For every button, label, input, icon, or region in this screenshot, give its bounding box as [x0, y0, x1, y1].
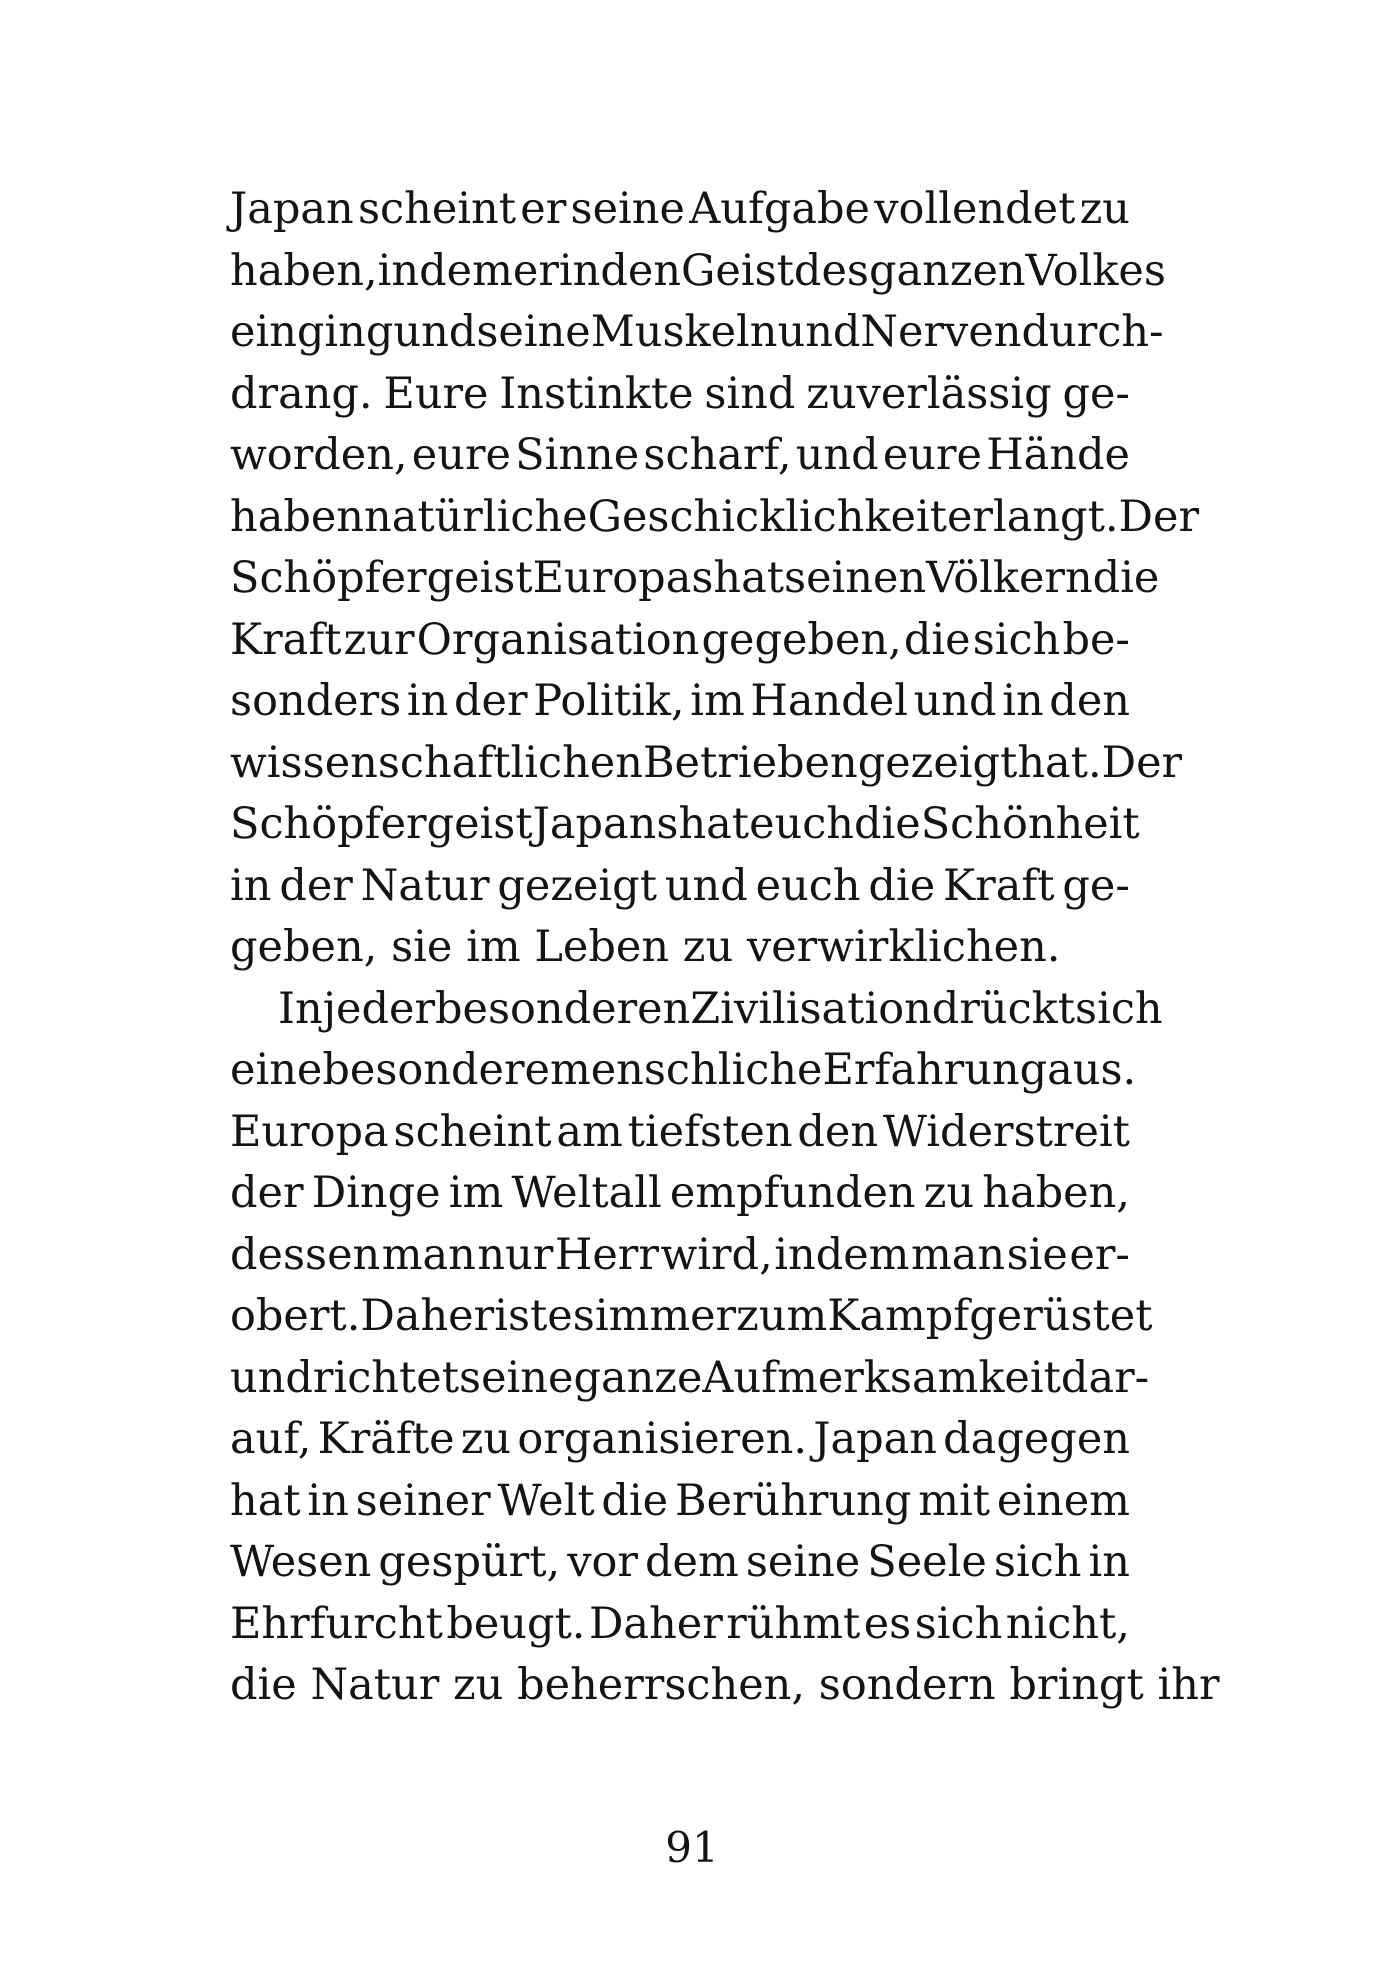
body-text: [230, 184, 1220, 1722]
word: vollendet: [874, 184, 1076, 234]
word: eure: [882, 430, 982, 480]
word: in: [307, 1475, 349, 1526]
text-line: [230, 491, 1199, 554]
word: der: [279, 860, 353, 911]
word: indem: [377, 245, 513, 296]
word: besonderen: [435, 983, 691, 1034]
word: gerüstet: [969, 1291, 1153, 1341]
text-line: [230, 1476, 1130, 1538]
word: Sinne: [515, 430, 640, 480]
word: ge-: [1062, 860, 1130, 911]
word: mit: [918, 1475, 991, 1526]
text-line: [230, 1168, 1130, 1230]
word: die: [1092, 553, 1160, 603]
word: im: [466, 922, 521, 972]
word: Organisation: [416, 614, 700, 665]
word: Aufmerksamkeit: [702, 1352, 1061, 1403]
text-line: [230, 553, 1160, 615]
word: ganze: [573, 1352, 703, 1403]
word: besondere: [322, 1045, 550, 1095]
word: Schöpfergeist: [230, 553, 533, 603]
word: indem: [774, 1229, 910, 1280]
word: sich: [972, 614, 1061, 665]
word: drang.: [230, 368, 373, 419]
word: immer: [594, 1291, 737, 1341]
word: den: [1049, 676, 1130, 726]
word: sie: [391, 922, 453, 972]
word: Hände: [986, 430, 1130, 480]
word: Welt: [497, 1475, 595, 1526]
word: euch: [755, 860, 861, 911]
word: den: [600, 245, 682, 296]
word: hat: [678, 799, 750, 849]
word: Japan: [813, 1414, 937, 1464]
word: des: [793, 245, 869, 296]
word: Politik,: [533, 676, 685, 726]
word: Erfahrung: [822, 1045, 1048, 1095]
text-line: [230, 1291, 1153, 1353]
word: im: [448, 1168, 504, 1218]
word: er: [512, 245, 559, 296]
word: sich: [993, 1537, 1082, 1587]
word: vor: [567, 1537, 638, 1587]
word: einem: [996, 1475, 1130, 1526]
word: Ehrfurcht: [230, 1598, 443, 1649]
word: nur: [477, 1229, 554, 1280]
text-line: [230, 1045, 1137, 1107]
word: Japan: [230, 184, 354, 234]
word: scheint: [393, 1106, 552, 1157]
word: Zivilisation: [690, 983, 932, 1034]
word: verwirklichen.: [746, 922, 1061, 972]
word: ganzen: [868, 245, 1026, 296]
text-line: [230, 983, 1163, 1046]
word: zu: [453, 1660, 504, 1710]
text-line: [230, 1660, 1220, 1722]
word: Aufgabe: [689, 184, 871, 234]
word: obert.: [230, 1291, 361, 1341]
word: hat: [230, 1475, 301, 1526]
text-line: [230, 184, 1130, 246]
word: und: [664, 860, 748, 911]
text-line: [230, 1107, 1130, 1169]
word: ihr: [1157, 1660, 1220, 1710]
word: der: [230, 1168, 304, 1218]
word: Völkern: [926, 553, 1093, 603]
word: Muskeln: [590, 307, 778, 357]
word: einging: [230, 307, 394, 357]
word: Kraft: [943, 860, 1055, 911]
word: die: [903, 614, 971, 665]
word: in: [1088, 1537, 1130, 1587]
word: Weltall: [511, 1168, 662, 1218]
word: der: [454, 676, 528, 726]
word: man: [381, 1229, 476, 1280]
word: haben: [230, 491, 364, 542]
word: natürliche: [364, 491, 588, 542]
word: zum: [736, 1291, 828, 1341]
word: und: [230, 1352, 313, 1403]
word: Berührung: [674, 1475, 912, 1526]
word: Daher: [360, 1291, 495, 1341]
word: Geschicklichkeit: [587, 491, 947, 542]
word: bringt: [1009, 1660, 1144, 1710]
text-line: [230, 737, 1183, 800]
word: den: [797, 1106, 879, 1157]
word: Kampf: [827, 1291, 970, 1341]
word: tiefsten: [627, 1106, 793, 1157]
word: zu: [460, 1414, 512, 1464]
word: haben,: [230, 245, 378, 296]
word: rühmt: [726, 1598, 861, 1649]
text-line: [230, 799, 1140, 861]
text-line: [230, 1352, 1150, 1415]
word: ist: [494, 1291, 548, 1341]
text-line: [230, 369, 1130, 431]
word: sich: [1075, 983, 1163, 1034]
word: durch-: [1021, 307, 1164, 357]
word: Natur: [360, 860, 490, 911]
word: eure: [411, 430, 511, 480]
word: organisieren.: [517, 1414, 808, 1464]
word: sonders: [230, 676, 402, 726]
word: Seele: [867, 1537, 987, 1587]
word: Nerven: [860, 307, 1022, 357]
word: er-: [1069, 1229, 1130, 1280]
word: Kraft: [230, 614, 342, 665]
word: wird,: [660, 1229, 773, 1280]
word: Volkes: [1025, 245, 1166, 296]
word: aus.: [1047, 1045, 1137, 1095]
word: Japans: [532, 799, 679, 849]
word: er: [520, 184, 567, 234]
word: scheint: [357, 184, 517, 234]
word: Schöpfergeist: [230, 799, 533, 849]
word: zu: [682, 922, 734, 972]
word: gezeigt: [857, 737, 1018, 788]
text-line: [230, 861, 1130, 923]
word: geben,: [230, 922, 378, 972]
text-line: [230, 676, 1130, 738]
word: am: [556, 1106, 623, 1157]
word: drückt: [931, 983, 1075, 1034]
text-line: [230, 922, 1130, 984]
word: dagegen: [943, 1414, 1130, 1464]
text-line: [230, 615, 1130, 677]
word: jeder: [322, 983, 435, 1034]
word: euch: [749, 799, 854, 849]
word: Kräfte: [317, 1414, 455, 1464]
text-line: [230, 307, 1164, 369]
word: gespürt,: [378, 1537, 561, 1587]
word: erlangt.: [946, 491, 1119, 542]
word: worden,: [230, 430, 408, 480]
word: hat: [713, 553, 785, 603]
word: ge-: [1062, 368, 1130, 419]
word: Der: [1101, 737, 1183, 788]
word: gegeben,: [701, 614, 902, 665]
word: Schönheit: [920, 799, 1140, 849]
word: richtet: [312, 1352, 460, 1403]
word: im: [690, 676, 745, 726]
word: In: [278, 983, 323, 1034]
word: sind: [704, 368, 796, 419]
page-number: 91: [665, 1823, 719, 1872]
word: in: [558, 245, 601, 296]
word: Herr: [554, 1229, 659, 1280]
word: seine: [476, 307, 591, 357]
word: menschliche: [549, 1045, 823, 1095]
word: Dinge: [311, 1168, 441, 1218]
word: Europas: [532, 553, 714, 603]
word: dem: [645, 1537, 739, 1587]
word: es: [547, 1291, 595, 1341]
word: gezeigt: [497, 860, 657, 911]
word: seine: [459, 1352, 574, 1403]
word: dessen: [230, 1229, 381, 1280]
word: und: [393, 307, 477, 357]
word: zuverlässig: [806, 368, 1052, 419]
word: und: [777, 307, 861, 357]
word: Leben: [534, 922, 670, 972]
word: zu: [923, 1168, 975, 1218]
word: Eure: [383, 368, 489, 419]
word: es: [863, 1598, 912, 1649]
word: seine: [745, 1537, 861, 1587]
word: Widerstreit: [882, 1106, 1130, 1157]
word: hat.: [1017, 737, 1102, 788]
word: Natur: [310, 1660, 440, 1710]
text-line: [230, 245, 1166, 308]
word: die: [601, 1475, 669, 1526]
word: eine: [230, 1045, 323, 1095]
word: beherrschen,: [517, 1660, 806, 1710]
word: man: [910, 1229, 1006, 1280]
word: zu: [1079, 184, 1130, 234]
word: in: [1002, 676, 1044, 726]
word: sie: [1006, 1229, 1068, 1280]
word: Der: [1118, 491, 1199, 542]
word: sich: [914, 1598, 1003, 1649]
word: scharf,: [643, 430, 792, 480]
word: auf,: [230, 1414, 312, 1464]
text-line: [230, 1599, 1130, 1661]
word: seine: [570, 184, 685, 234]
word: Handel: [750, 676, 908, 726]
text-line: [230, 1537, 1130, 1599]
text-line: [230, 1230, 1130, 1292]
word: zur: [343, 614, 415, 665]
word: seiner: [355, 1475, 491, 1526]
word: die: [868, 860, 936, 911]
word: empfunden: [669, 1168, 916, 1218]
word: Instinkte: [499, 368, 694, 419]
text-line: [230, 1414, 1130, 1476]
word: nicht,: [1005, 1598, 1130, 1649]
word: und: [913, 676, 997, 726]
word: Daher: [588, 1598, 723, 1649]
word: haben,: [982, 1168, 1130, 1218]
word: wissenschaftlichen: [230, 737, 643, 788]
word: die: [853, 799, 921, 849]
text-line: [230, 430, 1130, 492]
word: beugt.: [446, 1598, 586, 1649]
word: in: [230, 860, 272, 911]
word: Betrieben: [642, 737, 858, 788]
word: Geist: [681, 245, 794, 296]
word: sondern: [818, 1660, 996, 1710]
word: Europa: [230, 1106, 389, 1157]
word: Wesen: [230, 1537, 372, 1587]
word: dar-: [1060, 1352, 1150, 1403]
word: seinen: [784, 553, 927, 603]
word: die: [230, 1660, 297, 1710]
word: und: [795, 430, 879, 480]
word: be-: [1062, 614, 1130, 665]
word: in: [406, 676, 449, 726]
